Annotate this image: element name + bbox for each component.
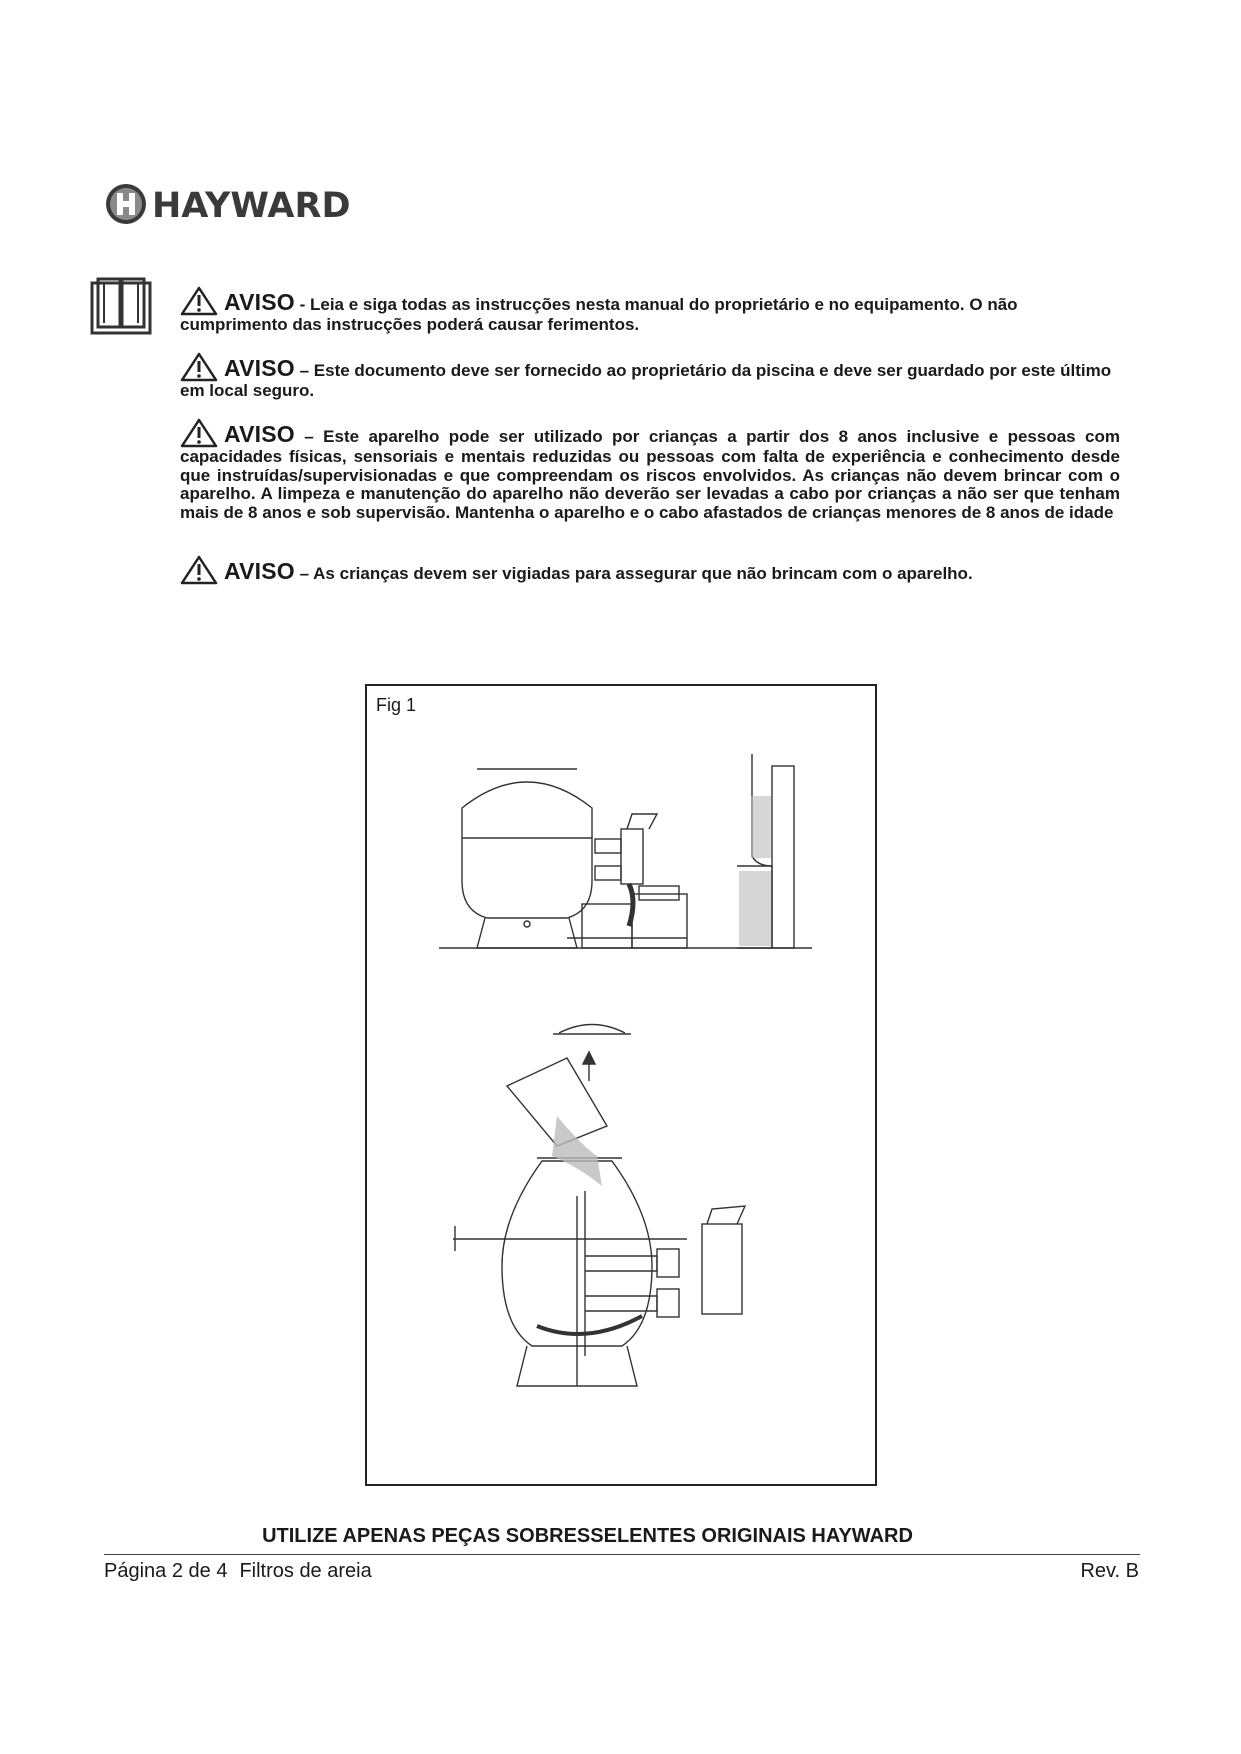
warning-keyword: AVISO	[224, 289, 295, 315]
warning-4: AVISO – As crianças devem ser vigiadas para assegurar que não brincam com o aparelho.	[180, 555, 1120, 585]
warning-text: As crianças devem ser vigiadas para assegurar que não brincam com o aparelho.	[313, 564, 973, 583]
warning-keyword: AVISO	[224, 558, 295, 584]
footer-page-info	[104, 1560, 372, 1583]
warning-2: AVISO – Este documento deve ser fornecido ao proprietário da piscina e deve ser guardado por este último em local seguro.	[180, 352, 1120, 401]
hayward-logo	[104, 180, 366, 228]
warning-triangle-icon	[180, 418, 218, 448]
warning-text: Este documento deve ser fornecido ao proprietário da piscina e deve ser guardado por este último em local seguro.	[180, 361, 1112, 400]
footer-divider	[104, 1554, 1140, 1555]
warning-triangle-icon	[180, 352, 218, 382]
warning-text: Leia e siga todas as instrucções nesta manual do proprietário e no equipamento. O não cumprimento das instrucções poderá causar ferimentos.	[180, 295, 1018, 334]
document-section: Filtros de areia	[239, 1560, 372, 1582]
warning-1: AVISO - Leia e siga todas as instrucções nesta manual do proprietário e no equipamento. O não cumprimento das instrucções poderá causar ferimentos.	[180, 286, 1120, 335]
filter-installation-drawing	[367, 686, 875, 1484]
svg-text:HAYWARD: HAYWARD	[152, 186, 351, 226]
figure-label: Fig 1	[376, 695, 417, 715]
footer-notice: UTILIZE APENAS PEÇAS SOBRESSELENTES ORIGINAIS HAYWARD	[262, 1525, 913, 1547]
warning-keyword: AVISO	[224, 421, 295, 447]
figure-1	[365, 684, 877, 1486]
warning-text: Este aparelho pode ser utilizado por crianças a partir dos 8 anos inclusive e pessoas com capacidades físicas, sensoriais e mentais reduzidas ou pessoas com falta de experiência e conhecimento desde que instruídas/supervisionadas e que compreendam os riscos envolvidos. As crianças não devem brincar com o aparelho. A limpeza e manutenção do aparelho não deverão ser levadas a cabo por crianças a não ser que tenham mais de 8 anos e sob supervisão. Mantenha o aparelho e o cabo afastados de crianças menores de 8 anos de idade	[180, 427, 1120, 522]
warning-3: AVISO – Este aparelho pode ser utilizado por crianças a partir dos 8 anos inclusive e pessoas com capacidades físicas, sensoriais e mentais reduzidas ou pessoas com falta de experiência e conhecimento desde que instruídas/supervisionadas e que compreendam os riscos envolvidos. As crianças não devem brincar com o aparelho. A limpeza e manutenção do aparelho não deverão ser levadas a cabo por crianças a não ser que tenham mais de 8 anos e sob supervisão. Mantenha o aparelho e o cabo afastados de crianças menores de 8 anos de idade	[180, 418, 1120, 522]
revision: Rev. B	[1080, 1560, 1139, 1582]
warning-triangle-icon	[180, 286, 218, 316]
warning-triangle-icon	[180, 555, 218, 585]
warning-keyword: AVISO	[224, 355, 295, 381]
owners-manual-book-icon	[90, 275, 152, 337]
page-number: Página 2 de 4	[104, 1560, 228, 1582]
